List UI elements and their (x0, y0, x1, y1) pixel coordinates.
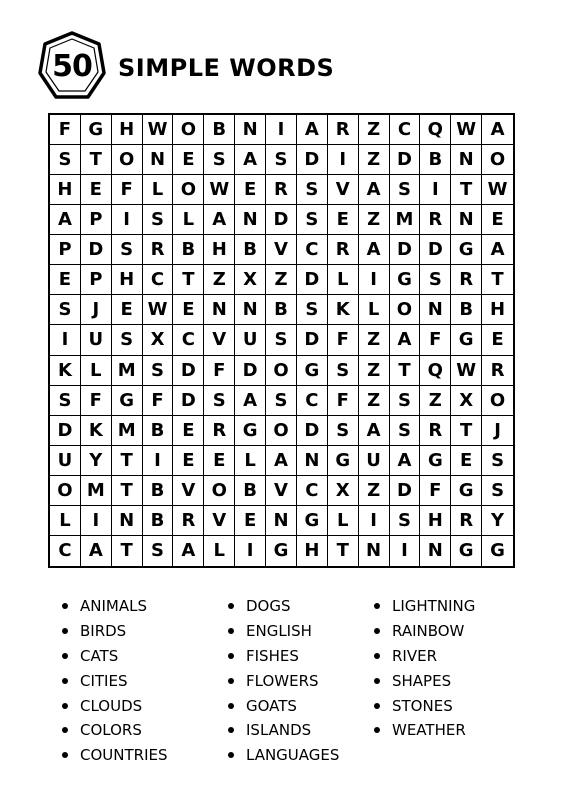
grid-cell[interactable]: E (451, 446, 482, 476)
grid-cell[interactable]: X (451, 386, 482, 416)
grid-cell[interactable]: Z (359, 205, 390, 235)
grid-cell[interactable]: W (204, 175, 235, 205)
grid-cell[interactable]: S (390, 386, 421, 416)
grid-cell[interactable]: O (266, 416, 297, 446)
grid-cell[interactable]: Z (359, 476, 390, 506)
grid-cell[interactable]: C (297, 386, 328, 416)
grid-cell[interactable]: V (266, 476, 297, 506)
grid-cell[interactable]: I (420, 175, 451, 205)
grid-cell[interactable]: R (451, 506, 482, 536)
grid-cell[interactable]: A (235, 145, 266, 175)
bullet-icon (62, 628, 68, 634)
grid-cell[interactable]: S (143, 356, 174, 386)
bullet-icon (374, 727, 380, 733)
grid-cell[interactable]: T (328, 536, 359, 566)
grid-cell[interactable]: I (143, 446, 174, 476)
grid-cell[interactable]: H (204, 235, 235, 265)
grid-cell[interactable]: R (143, 235, 174, 265)
grid-cell[interactable]: G (112, 386, 143, 416)
word-list-column (228, 594, 374, 768)
grid-cell[interactable]: W (451, 356, 482, 386)
bullet-icon (228, 628, 234, 634)
grid-cell[interactable]: A (173, 536, 204, 566)
word-list (62, 594, 532, 768)
grid-cell[interactable]: S (297, 175, 328, 205)
word-label: SHAPES (392, 671, 452, 690)
grid-cell[interactable]: Z (420, 386, 451, 416)
grid-cell[interactable]: A (297, 115, 328, 145)
grid-cell[interactable]: R (420, 416, 451, 446)
grid-cell[interactable]: Z (359, 325, 390, 355)
grid-cell[interactable]: M (112, 356, 143, 386)
grid-cell[interactable]: N (112, 506, 143, 536)
grid-cell[interactable]: O (390, 295, 421, 325)
grid-cell[interactable]: N (235, 115, 266, 145)
grid-cell[interactable]: S (143, 205, 174, 235)
grid-cell[interactable]: B (235, 235, 266, 265)
grid-cell[interactable]: A (235, 386, 266, 416)
grid-cell[interactable]: I (328, 145, 359, 175)
grid-cell[interactable]: S (204, 145, 235, 175)
grid-cell[interactable]: G (451, 476, 482, 506)
grid-cell[interactable]: U (50, 446, 81, 476)
word-label: WEATHER (392, 721, 466, 740)
grid-cell[interactable]: G (297, 356, 328, 386)
grid-cell[interactable]: S (50, 295, 81, 325)
word-list-item (228, 693, 374, 718)
grid-cell[interactable]: U (81, 325, 112, 355)
grid-cell[interactable]: Z (359, 115, 390, 145)
grid-cell[interactable]: I (235, 536, 266, 566)
grid-cell[interactable]: G (390, 265, 421, 295)
word-label: ANIMALS (80, 597, 147, 616)
grid-cell[interactable]: S (50, 145, 81, 175)
word-label: COUNTRIES (80, 746, 168, 765)
grid-cell[interactable]: F (420, 476, 451, 506)
grid-cell[interactable]: S (266, 325, 297, 355)
grid-cell[interactable]: G (235, 416, 266, 446)
grid-cell[interactable]: T (173, 265, 204, 295)
grid-cell[interactable]: N (297, 446, 328, 476)
grid-cell[interactable]: C (390, 115, 421, 145)
grid-cell[interactable]: T (451, 416, 482, 446)
grid-cell[interactable]: Y (482, 506, 513, 536)
grid-cell[interactable]: E (173, 295, 204, 325)
grid-cell[interactable]: O (112, 145, 143, 175)
grid-cell[interactable]: M (112, 416, 143, 446)
grid-cell[interactable]: A (266, 446, 297, 476)
word-list-item (62, 743, 228, 768)
grid-cell[interactable]: U (235, 325, 266, 355)
grid-cell[interactable]: H (420, 506, 451, 536)
grid-cell[interactable]: S (390, 175, 421, 205)
grid-cell[interactable]: R (420, 205, 451, 235)
grid-cell[interactable]: D (297, 145, 328, 175)
grid-cell[interactable]: Q (420, 356, 451, 386)
grid-cell[interactable]: L (50, 506, 81, 536)
grid-cell[interactable]: S (266, 145, 297, 175)
grid-cell[interactable]: N (235, 295, 266, 325)
grid-cell[interactable]: N (359, 536, 390, 566)
grid-cell[interactable]: C (173, 325, 204, 355)
grid-cell[interactable]: B (266, 295, 297, 325)
bullet-icon (374, 628, 380, 634)
grid-cell[interactable]: W (143, 295, 174, 325)
grid-cell[interactable]: N (420, 295, 451, 325)
grid-cell[interactable]: D (81, 235, 112, 265)
grid-cell[interactable]: R (173, 506, 204, 536)
bullet-icon (228, 603, 234, 609)
grid-cell[interactable]: I (359, 265, 390, 295)
grid-cell[interactable]: S (390, 506, 421, 536)
grid-cell[interactable]: T (112, 476, 143, 506)
grid-cell[interactable]: I (359, 506, 390, 536)
grid-cell[interactable]: G (451, 325, 482, 355)
grid-cell[interactable]: A (359, 235, 390, 265)
grid-cell[interactable]: K (328, 295, 359, 325)
grid-cell[interactable]: S (112, 325, 143, 355)
grid-cell[interactable]: M (81, 476, 112, 506)
grid-cell[interactable]: B (143, 416, 174, 446)
word-list-item (62, 619, 228, 644)
word-label: LANGUAGES (246, 746, 340, 765)
grid-cell[interactable]: A (390, 446, 421, 476)
grid-cell[interactable]: K (81, 416, 112, 446)
bullet-icon (374, 653, 380, 659)
grid-cell[interactable]: L (328, 265, 359, 295)
grid-cell[interactable]: S (420, 265, 451, 295)
grid-cell[interactable]: O (482, 386, 513, 416)
grid-cell[interactable]: L (235, 446, 266, 476)
grid-cell[interactable]: Z (359, 145, 390, 175)
grid-cell[interactable]: L (328, 506, 359, 536)
grid-cell[interactable]: N (235, 205, 266, 235)
grid-cell[interactable]: S (328, 416, 359, 446)
grid-cell[interactable]: F (112, 175, 143, 205)
grid-cell[interactable]: L (204, 536, 235, 566)
bullet-icon (62, 653, 68, 659)
bullet-icon (228, 727, 234, 733)
grid-cell[interactable]: I (81, 506, 112, 536)
grid-cell[interactable]: F (328, 386, 359, 416)
grid-cell[interactable]: O (173, 115, 204, 145)
grid-cell[interactable]: O (266, 356, 297, 386)
grid-cell[interactable]: S (297, 295, 328, 325)
word-list-item (374, 668, 524, 693)
grid-cell[interactable]: S (204, 386, 235, 416)
grid-cell[interactable]: X (235, 265, 266, 295)
word-list-item (228, 594, 374, 619)
grid-cell[interactable]: E (112, 295, 143, 325)
grid-cell[interactable]: A (204, 205, 235, 235)
bullet-icon (228, 752, 234, 758)
grid-cell[interactable]: O (204, 476, 235, 506)
word-list-item (374, 594, 524, 619)
grid-cell[interactable]: B (173, 235, 204, 265)
page-title: SIMPLE WORDS (118, 54, 335, 82)
grid-cell[interactable]: C (297, 235, 328, 265)
grid-cell[interactable]: S (143, 536, 174, 566)
grid-cell[interactable]: Z (359, 386, 390, 416)
puzzle-number-badge (38, 30, 106, 102)
word-list-column (374, 594, 524, 768)
grid-cell[interactable]: D (235, 356, 266, 386)
grid-cell[interactable]: W (482, 175, 513, 205)
grid-cell[interactable]: X (328, 476, 359, 506)
grid-cell[interactable]: F (204, 356, 235, 386)
grid-cell[interactable]: F (328, 325, 359, 355)
grid-cell[interactable]: G (451, 235, 482, 265)
grid-cell[interactable]: E (173, 446, 204, 476)
grid-cell[interactable]: I (50, 325, 81, 355)
grid-cell[interactable]: L (143, 175, 174, 205)
word-list-item (374, 619, 524, 644)
grid-cell[interactable]: D (50, 416, 81, 446)
grid-cell[interactable]: E (50, 265, 81, 295)
grid-cell[interactable]: V (204, 325, 235, 355)
grid-cell[interactable]: V (266, 235, 297, 265)
grid-cell[interactable]: T (390, 356, 421, 386)
grid-cell[interactable]: G (420, 446, 451, 476)
grid-cell[interactable]: N (451, 205, 482, 235)
grid-cell[interactable]: R (328, 235, 359, 265)
grid-cell[interactable]: I (266, 115, 297, 145)
grid-cell[interactable]: G (451, 536, 482, 566)
bullet-icon (374, 678, 380, 684)
grid-cell[interactable]: T (112, 446, 143, 476)
grid-cell[interactable]: R (204, 416, 235, 446)
grid-cell[interactable]: B (420, 145, 451, 175)
grid-cell[interactable]: D (390, 235, 421, 265)
grid-cell[interactable]: A (50, 205, 81, 235)
grid-cell[interactable]: L (359, 295, 390, 325)
grid-cell[interactable]: V (328, 175, 359, 205)
grid-cell[interactable]: O (482, 145, 513, 175)
grid-cell[interactable]: E (81, 175, 112, 205)
grid-cell[interactable]: J (81, 295, 112, 325)
grid-cell[interactable]: S (482, 446, 513, 476)
grid-cell[interactable]: C (50, 536, 81, 566)
grid-cell[interactable]: T (451, 175, 482, 205)
grid-cell[interactable]: F (81, 386, 112, 416)
word-label: ENGLISH (246, 622, 312, 641)
word-label: DOGS (246, 597, 291, 616)
bullet-icon (62, 603, 68, 609)
grid-cell[interactable]: Z (204, 265, 235, 295)
grid-cell[interactable]: G (81, 115, 112, 145)
grid-cell[interactable]: V (173, 476, 204, 506)
grid-cell[interactable]: U (359, 446, 390, 476)
word-list-column (62, 594, 228, 768)
word-label: BIRDS (80, 622, 127, 641)
puzzle-number: 50 (52, 48, 92, 84)
grid-cell[interactable]: B (235, 476, 266, 506)
grid-cell[interactable]: S (328, 356, 359, 386)
word-list-item (62, 718, 228, 743)
grid-cell[interactable]: S (297, 205, 328, 235)
grid-cell[interactable]: G (266, 536, 297, 566)
grid-cell[interactable]: E (235, 175, 266, 205)
grid-cell[interactable]: N (451, 145, 482, 175)
grid-cell[interactable]: N (143, 145, 174, 175)
grid-cell[interactable]: F (50, 115, 81, 145)
word-list-item (228, 619, 374, 644)
bullet-icon (62, 727, 68, 733)
grid-cell[interactable]: F (420, 325, 451, 355)
word-label: FLOWERS (246, 671, 319, 690)
bullet-icon (228, 653, 234, 659)
word-list-item (228, 668, 374, 693)
grid-cell[interactable]: W (143, 115, 174, 145)
bullet-icon (62, 703, 68, 709)
grid-cell[interactable]: R (328, 115, 359, 145)
word-list-item (374, 644, 524, 669)
grid-cell[interactable]: C (143, 265, 174, 295)
bullet-icon (374, 603, 380, 609)
grid-cell[interactable]: E (204, 446, 235, 476)
grid-cell[interactable]: N (204, 295, 235, 325)
grid-cell[interactable]: H (112, 265, 143, 295)
grid-cell[interactable]: A (482, 115, 513, 145)
grid-cell[interactable]: A (359, 175, 390, 205)
word-label: RIVER (392, 646, 438, 665)
word-label: FISHES (246, 646, 299, 665)
word-list-item (228, 644, 374, 669)
grid-cell[interactable]: T (81, 145, 112, 175)
grid-cell[interactable]: O (173, 175, 204, 205)
grid-cell[interactable]: W (451, 115, 482, 145)
word-list-item (374, 718, 524, 743)
bullet-icon (62, 678, 68, 684)
bullet-icon (62, 752, 68, 758)
grid-cell[interactable]: B (143, 476, 174, 506)
grid-cell[interactable]: D (266, 205, 297, 235)
grid-cell[interactable]: F (143, 386, 174, 416)
word-search-grid (48, 113, 515, 568)
grid-cell[interactable]: R (451, 265, 482, 295)
word-list-item (62, 594, 228, 619)
grid-cell[interactable]: D (173, 386, 204, 416)
grid-cell[interactable]: B (143, 506, 174, 536)
grid-cell[interactable]: L (81, 356, 112, 386)
grid-cell[interactable]: T (482, 265, 513, 295)
grid-cell[interactable]: P (50, 235, 81, 265)
grid-cell[interactable]: N (420, 536, 451, 566)
grid-cell[interactable]: T (112, 536, 143, 566)
grid-cell[interactable]: S (112, 235, 143, 265)
grid-cell[interactable]: Z (359, 356, 390, 386)
grid-cell[interactable]: N (266, 506, 297, 536)
grid-cell[interactable]: B (204, 115, 235, 145)
grid-cell[interactable]: V (204, 506, 235, 536)
grid-cell[interactable]: E (173, 416, 204, 446)
grid-cell[interactable]: J (482, 416, 513, 446)
grid-cell[interactable]: L (173, 205, 204, 235)
word-label: STONES (392, 696, 453, 715)
grid-cell[interactable]: H (482, 295, 513, 325)
grid-cell[interactable]: D (297, 265, 328, 295)
grid-cell[interactable]: Y (81, 446, 112, 476)
word-label: LIGHTNING (392, 597, 476, 616)
grid-cell[interactable]: B (451, 295, 482, 325)
word-label: ISLANDS (246, 721, 312, 740)
grid-cell[interactable]: X (143, 325, 174, 355)
grid-cell[interactable]: D (297, 416, 328, 446)
bullet-icon (374, 703, 380, 709)
word-label: CATS (80, 646, 119, 665)
bullet-icon (228, 678, 234, 684)
word-list-item (374, 693, 524, 718)
grid-cell[interactable]: D (390, 476, 421, 506)
grid-cell[interactable]: G (297, 506, 328, 536)
grid-cell[interactable]: H (50, 175, 81, 205)
word-list-item (228, 718, 374, 743)
grid-cell[interactable]: I (390, 536, 421, 566)
bullet-icon (228, 703, 234, 709)
grid-cell[interactable]: C (297, 476, 328, 506)
grid-cell[interactable]: M (390, 205, 421, 235)
grid-cell[interactable]: S (266, 386, 297, 416)
word-label: CLOUDS (80, 696, 143, 715)
grid-cell[interactable]: I (112, 205, 143, 235)
grid-cell[interactable]: A (359, 416, 390, 446)
grid-cell[interactable]: A (81, 536, 112, 566)
grid-cell[interactable]: R (482, 356, 513, 386)
grid-cell[interactable]: G (328, 446, 359, 476)
grid-cell[interactable]: P (81, 205, 112, 235)
grid-cell[interactable]: S (50, 386, 81, 416)
grid-cell[interactable]: G (490, 540, 505, 562)
grid-cell[interactable]: O (50, 476, 81, 506)
grid-cell[interactable]: R (266, 175, 297, 205)
grid-cell[interactable]: P (81, 265, 112, 295)
grid-cell[interactable]: D (173, 356, 204, 386)
grid-cell[interactable]: D (297, 325, 328, 355)
grid-cell[interactable]: E (482, 205, 513, 235)
word-list-item (62, 668, 228, 693)
word-label: CITIES (80, 671, 128, 690)
grid-cell[interactable]: A (482, 235, 513, 265)
grid-cell[interactable]: Q (420, 115, 451, 145)
grid-cell[interactable]: E (328, 205, 359, 235)
grid-cell[interactable]: D (390, 145, 421, 175)
grid-cell[interactable]: E (235, 506, 266, 536)
word-list-item (62, 693, 228, 718)
word-label: COLORS (80, 721, 142, 740)
grid-cell[interactable]: H (112, 115, 143, 145)
word-label: GOATS (246, 696, 297, 715)
grid-cell[interactable]: K (50, 356, 81, 386)
word-list-item (62, 644, 228, 669)
grid-cell[interactable]: E (173, 145, 204, 175)
grid-cell[interactable]: S (482, 476, 513, 506)
word-list-item (228, 743, 374, 768)
grid-cell[interactable]: D (420, 235, 451, 265)
grid-cell[interactable]: S (390, 416, 421, 446)
word-label: RAINBOW (392, 622, 465, 641)
grid-cell[interactable]: H (297, 536, 328, 566)
grid-cell[interactable]: A (390, 325, 421, 355)
grid-cell[interactable]: E (482, 325, 513, 355)
grid-cell[interactable]: Z (266, 265, 297, 295)
